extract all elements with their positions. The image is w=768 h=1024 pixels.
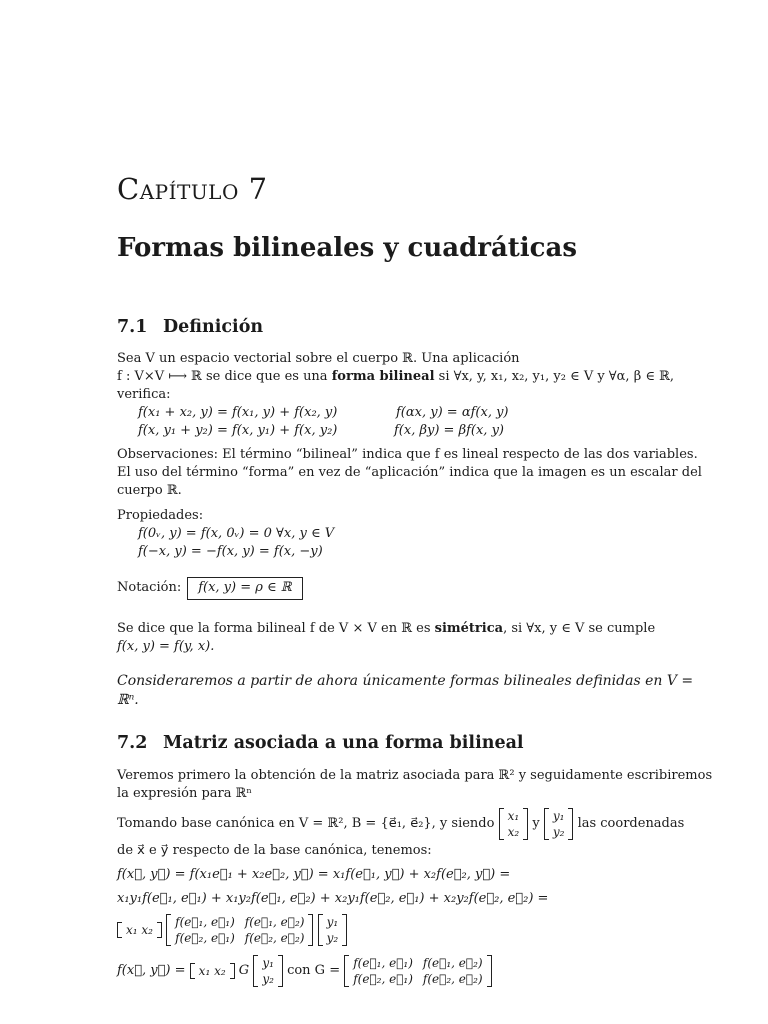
- equation-additivity-second: f(x, y₁ + y₂) = f(x, y₁) + f(x, y₂): [138, 423, 338, 438]
- column-vector-y-final: y₁ y₂: [253, 955, 283, 987]
- section-heading-matriz: 7.2 Matriz asociada a una forma bilineal: [117, 733, 524, 753]
- observations-line-2: El uso del término “forma” en vez de “aplicación” indica que la imagen es un escalar del: [117, 465, 702, 480]
- symmetric-line-2: f(x, y) = f(y, x).: [117, 639, 215, 654]
- equation-homogeneity-first: f(αx, y) = αf(x, y): [396, 405, 509, 420]
- notation-box: f(x, y) = ρ ∈ ℝ: [187, 577, 302, 600]
- row-vector-x-final: x₁ x₂: [190, 963, 235, 979]
- gram-matrix: f(e⃗₁, e⃗₁) f(e⃗₁, e⃗₂) f(e⃗₂, e⃗₁) f(e⃗₂, e⃗₂): [166, 914, 313, 946]
- property-zero: f(0ᵥ, y) = f(x, 0ᵥ) = 0 ∀x, y ∈ V: [138, 526, 335, 541]
- final-formula-line: f(x⃗, y⃗) = x₁ x₂ G y₁ y₂ con G = f(e⃗₁, e⃗₁) f(e⃗₁, e⃗₂) f(e⃗₂, e⃗₁) f(e⃗₂, e⃗₂): [117, 955, 492, 987]
- intro-line-3: verifica:: [117, 387, 171, 402]
- property-negation: f(−x, y) = −f(x, y) = f(x, −y): [138, 544, 323, 559]
- notation-row: Notación: f(x, y) = ρ ∈ ℝ: [117, 577, 303, 600]
- expansion-line-2: x₁y₁f(e⃗₁, e⃗₁) + x₁y₂f(e⃗₁, e⃗₂) + x₂y₁f(e⃗₂, e⃗₁) + x₂y₂f(e⃗₂, e⃗₂) =: [117, 891, 549, 906]
- expansion-line-1: f(x⃗, y⃗) = f(x₁e⃗₁ + x₂e⃗₂, y⃗) = x₁f(e⃗₁, y⃗) + x₂f(e⃗₂, y⃗) =: [117, 867, 511, 882]
- gram-matrix-G: f(e⃗₁, e⃗₁) f(e⃗₁, e⃗₂) f(e⃗₂, e⃗₁) f(e⃗₂, e⃗₂): [344, 955, 491, 987]
- matrix-product-line: [117, 914, 347, 946]
- observations-line-3: cuerpo ℝ.: [117, 483, 182, 498]
- column-vector-y: y₁ y₂: [544, 808, 574, 840]
- base-line: Tomando base canónica en V = ℝ², B = {e⃗₁, e⃗₂}, y siendo x₁ x₂ y y₁ y₂ las coordenadas: [117, 809, 685, 839]
- section-heading-definicion: 7.1 Definición: [117, 317, 264, 337]
- column-vector-x: x₁ x₂: [499, 808, 529, 840]
- chapter-title: Formas bilineales y cuadráticas: [117, 233, 578, 263]
- matrix-intro-line-2: la expresión para ℝⁿ: [117, 786, 253, 801]
- intro-line-1: Sea V un espacio vectorial sobre el cuerpo ℝ. Una aplicación: [117, 351, 520, 366]
- italic-note-line-1: Consideraremos a partir de ahora únicamente formas bilineales definidas en V =: [117, 673, 694, 689]
- matrix-intro-line-1: Veremos primero la obtención de la matriz asociada para ℝ² y seguidamente escribiremos: [117, 768, 713, 783]
- equation-homogeneity-second: f(x, βy) = βf(x, y): [394, 423, 504, 438]
- respect-line: de x⃗ e y⃗ respecto de la base canónica, tenemos:: [117, 843, 432, 858]
- intro-line-2: f : V×V ⟼ ℝ se dice que es una forma bilineal si ∀x, y, x₁, x₂, y₁, y₂ ∈ V y ∀α, β ∈ ℝ,: [117, 369, 675, 384]
- properties-label: Propiedades:: [117, 508, 204, 523]
- equation-additivity-first: f(x₁ + x₂, y) = f(x₁, y) + f(x₂, y): [138, 405, 338, 420]
- symmetric-line-1: Se dice que la forma bilineal f de V × V en ℝ es simétrica, si ∀x, y ∈ V se cumple: [117, 621, 656, 636]
- chapter-label: Capítulo 7: [117, 172, 268, 206]
- row-vector-x: x₁ x₂: [117, 922, 162, 938]
- column-vector-y-product: y₁ y₂: [318, 914, 348, 946]
- italic-note-line-2: ℝⁿ.: [117, 692, 139, 708]
- observations-line-1: Observaciones: El término “bilineal” indica que f es lineal respecto de las dos variables.: [117, 447, 698, 462]
